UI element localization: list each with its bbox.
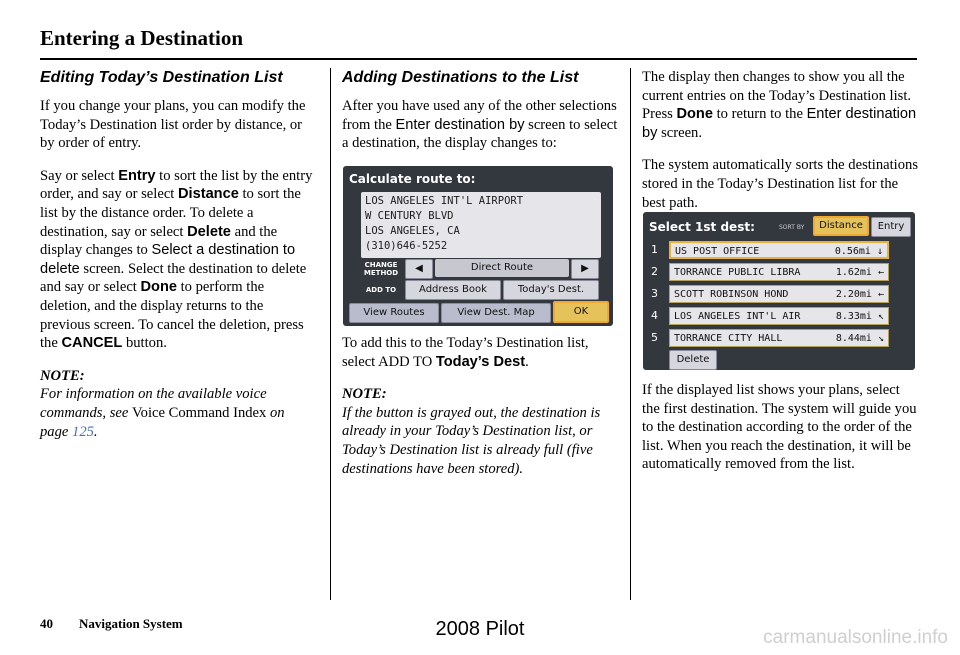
select-dest-screenshot <box>643 212 915 370</box>
view-routes-button[interactable]: View Routes <box>349 303 439 323</box>
paragraph: To add this to the Today’s Destination list, select ADD TO Today’s Dest. <box>342 335 589 370</box>
dest-row[interactable] <box>669 241 889 259</box>
column-3 <box>642 68 918 226</box>
row-number: 2 <box>651 265 658 278</box>
delete-term: Delete <box>187 223 231 240</box>
row-number: 3 <box>651 287 658 300</box>
dest-distance: 2.20mi ← <box>835 289 884 300</box>
column-3-lower <box>642 381 918 488</box>
calculate-route-screenshot <box>343 166 613 326</box>
add-to-label: ADD TO <box>365 286 397 294</box>
delete-button[interactable]: Delete <box>669 350 717 370</box>
distance-term: Distance <box>178 186 239 203</box>
enter-by-term: Enter destination by <box>642 106 917 141</box>
next-arrow-button[interactable]: ▶ <box>571 259 599 279</box>
dest-name: SCOTT ROBINSON HOND <box>674 289 789 300</box>
sort-by-label: SORT BY <box>779 224 805 231</box>
dest-distance: 0.56mi ↓ <box>834 246 883 257</box>
dest-distance: 8.33mi ↖ <box>835 311 884 322</box>
dest-row[interactable] <box>669 285 889 303</box>
section-heading: Adding Destinations to the List <box>342 69 579 86</box>
column-1 <box>40 68 316 441</box>
address-book-button[interactable]: Address Book <box>405 280 501 300</box>
address-line: W CENTURY BLVD <box>365 210 454 222</box>
address-line: LOS ANGELES, CA <box>365 225 460 237</box>
view-dest-map-button[interactable]: View Dest. Map <box>441 303 551 323</box>
dest-distance: 8.44mi ↘ <box>835 333 884 344</box>
todays-dest-button[interactable]: Today's Dest. <box>503 280 599 300</box>
dest-row[interactable] <box>669 307 889 325</box>
dest-distance: 1.62mi ← <box>835 267 884 278</box>
change-method-label: CHANGE METHOD <box>363 261 399 277</box>
paragraph: After you have used any of the other selections from the Enter destination by screen to select a destination, the display changes to: <box>342 98 618 152</box>
screen-title: Calculate route to: <box>349 172 476 186</box>
ok-button[interactable]: OK <box>553 301 609 323</box>
dest-name: US POST OFFICE <box>675 246 760 257</box>
note-heading: NOTE: <box>40 367 85 384</box>
route-method-value: Direct Route <box>435 259 569 277</box>
select-dest-term: Select a destination to delete <box>40 242 296 277</box>
watermark: carmanualsonline.info <box>763 627 948 648</box>
paragraph: Say or select Entry to sort the list by the entry order, and say or select Distance to sort the list by the distance order. To delete a destination, say or select Delete and the display changes to Select a destination to delete screen. Select the destination to delete and say or select Done to perform the deletion, and the display returns to the previous screen. To cancel the deletion, press the CANCEL button. <box>40 167 313 352</box>
column-2 <box>342 68 618 167</box>
done-term: Done <box>676 106 713 123</box>
page-number: 40 <box>40 616 53 631</box>
column-2-lower <box>342 334 618 478</box>
address-line: (310)646-5252 <box>365 240 448 252</box>
row-number: 1 <box>651 243 658 256</box>
paragraph: The system automatically sorts the destinations stored in the Today’s Destination list for the best path. <box>642 157 919 211</box>
title-rule <box>40 58 917 60</box>
note-heading: NOTE: <box>342 386 387 403</box>
paragraph: If you change your plans, you can modify the Today’s Destination list order by distance, or by order of entry. <box>40 98 306 152</box>
todays-dest-term: Today’s Dest <box>435 353 526 370</box>
paragraph: If the displayed list shows your plans, select the first destination. The system will guide you to the destination according to the order of the list. When you reach the destination, it will be automatically removed from the list. <box>642 382 917 473</box>
dest-row[interactable] <box>669 329 889 347</box>
page-link[interactable]: 125 <box>72 423 94 440</box>
footer-title: Navigation System <box>79 616 183 631</box>
note-text: For information on the available voice commands, see Voice Command Index on page 125. <box>40 386 285 440</box>
dest-name: TORRANCE CITY HALL <box>674 333 783 344</box>
row-number: 4 <box>651 309 658 322</box>
address-box <box>361 192 601 258</box>
dest-name: LOS ANGELES INT'L AIR <box>674 311 801 322</box>
paragraph: The display then changes to show you all the current entries on the Today’s Destination list. Press Done to return to the Enter destination by screen. <box>642 69 917 141</box>
column-divider <box>330 68 331 600</box>
column-divider <box>630 68 631 600</box>
row-number: 5 <box>651 331 658 344</box>
screen-title: Select 1st dest: <box>649 220 755 234</box>
prev-arrow-button[interactable]: ◀ <box>405 259 433 279</box>
page-title: Entering a Destination <box>40 26 244 50</box>
model-label: 2008 Pilot <box>435 618 525 640</box>
cancel-term: CANCEL <box>61 335 123 352</box>
address-line: LOS ANGELES INT'L AIRPORT <box>365 195 524 207</box>
note-text: If the button is grayed out, the destination is already in your Today’s Destination list, or Today’s Destination list is already full (five destinations have been stored). <box>342 404 601 477</box>
section-heading: Editing Today’s Destination List <box>40 69 283 86</box>
sort-distance-button[interactable]: Distance <box>813 216 869 236</box>
enter-by-term: Enter destination by <box>395 116 525 133</box>
dest-name: TORRANCE PUBLIC LIBRA <box>674 267 801 278</box>
sort-entry-button[interactable]: Entry <box>871 217 911 237</box>
done-term: Done <box>140 279 177 296</box>
dest-row[interactable] <box>669 263 889 281</box>
entry-term: Entry <box>118 167 156 184</box>
